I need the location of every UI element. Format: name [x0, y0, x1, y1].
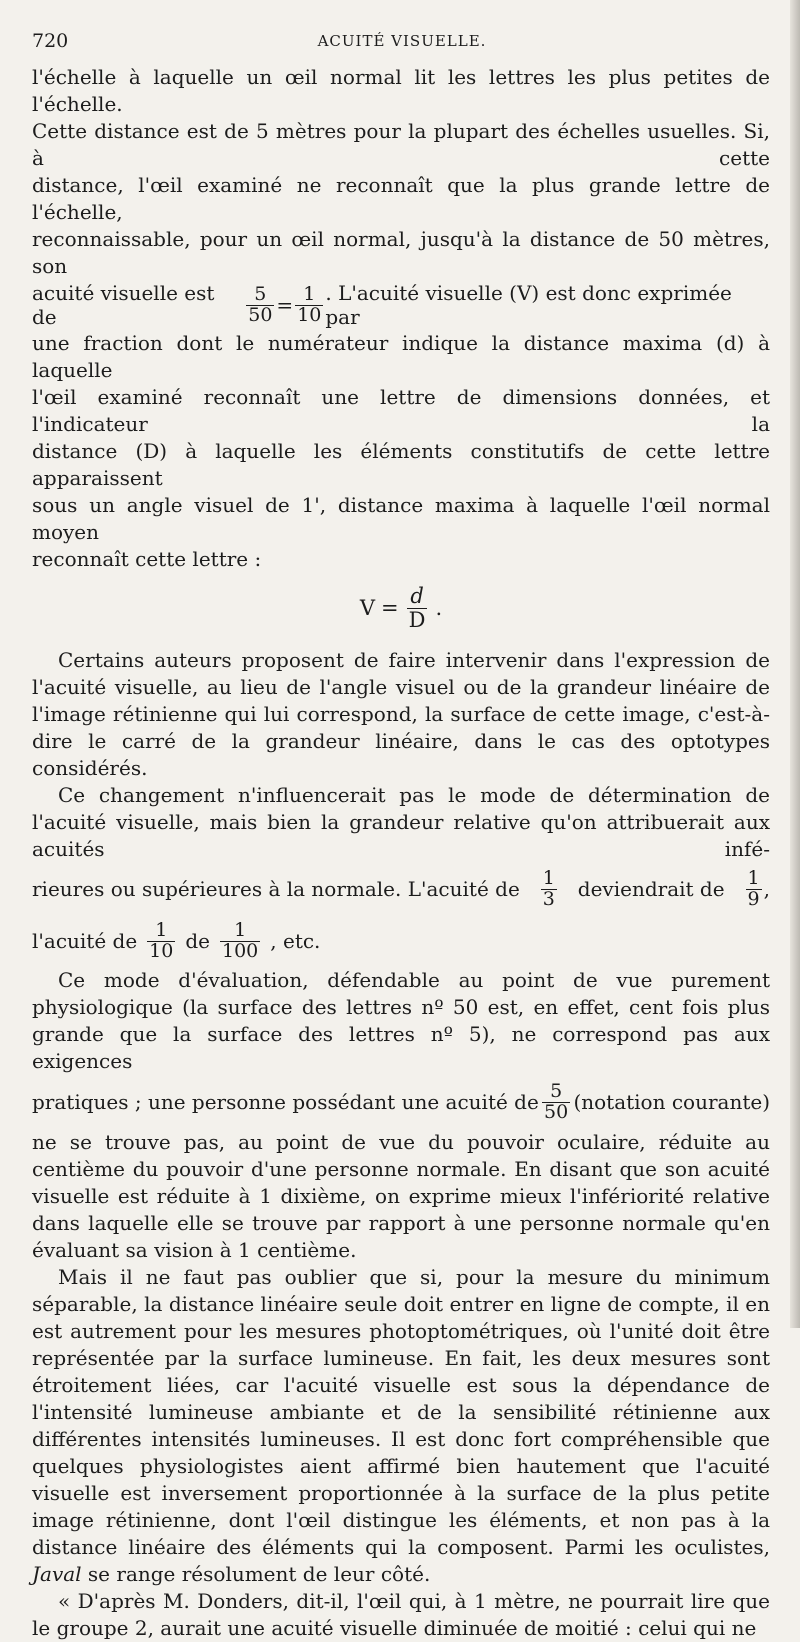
numerator: 5	[550, 1079, 563, 1102]
text-segment: l'acuité de	[32, 929, 138, 953]
denominator: 50	[248, 303, 273, 326]
text-segment: acuité visuelle est de	[32, 281, 215, 329]
paragraph: Ce changement n'influencerait pas le mode de détermination de l'acuité visuelle, mais bien la grandeur relative qu'on attribuerait aux acuités infé-	[32, 783, 770, 861]
fraction-1-10	[295, 282, 323, 326]
paragraph: ne se trouve pas, au point de vue du pouvoir oculaire, réduite au centième du pouvoir d'une personne normale. En disant que son acuité visuelle est réduite à 1 dixième, on exprime mieux l'infériorité relative dans laquelle elle se trouve par rapport à une personne normale qu'en évaluant sa vision à 1 centième.	[32, 1130, 770, 1262]
denominator: 3	[542, 887, 555, 910]
numerator: 1	[155, 918, 168, 941]
text-segment: deviendrait de	[577, 877, 725, 901]
paragraph: Certains auteurs proposent de faire intervenir dans l'expression de l'acuité visuelle, au lieu de l'angle visuel ou de la grandeur linéaire de l'image rétinienne qui lui correspond, la surface de cette image, c'est-à-dire le carré de la grandeur linéaire, dans le cas des optotypes considérés.	[32, 648, 770, 780]
equals-sign: =	[276, 293, 294, 317]
text-segment: ,	[763, 877, 770, 901]
denominator: 50	[544, 1100, 569, 1123]
text-segment: . L'acuité visuelle (V) est donc exprimée par	[325, 281, 732, 329]
denominator: 100	[222, 939, 259, 962]
fraction-d-over-D	[407, 585, 428, 630]
text-segment: Mais il ne faut pas oublier que si, pour la mesure du minimum séparable, la distance linéaire seule doit entrer en ligne de compte, il en est autrement pour les mesures photoptométriques, où l'unité doit être représentée par la surface lumineuse. En fait, les deux mesures sont étroitement liées, car l'acuité visuelle est sous la dépendance de l'intensité lumineuse ambiante et de la sensibilité rétinienne aux différentes intensités lumineuses. Il est donc fort compréhensible que quelques physiologistes aient affirmé bien hautement que l'acuité visuelle est inversement proportionnée à la surface de la plus petite image rétinienne, dont l'œil distingue les éléments, et non pas à la distance linéaire des éléments qui la composent. Parmi les oculistes,	[32, 1265, 770, 1559]
equation-end: .	[435, 596, 443, 620]
text-line: Cette distance est de 5 mètres pour la plupart des échelles usuelles. Si, à cette	[32, 119, 770, 170]
text-line: l'œil examiné reconnaît une lettre de dimensions données, et l'indicateur la	[32, 385, 770, 436]
denominator: D	[408, 607, 426, 632]
page-body	[32, 64, 770, 1642]
text-segment: , etc.	[270, 929, 321, 953]
denominator: 10	[149, 939, 174, 962]
text-segment: pratiques ; une personne possédant une acuité de	[32, 1090, 539, 1114]
text-line: l'échelle à laquelle un œil normal lit les lettres les plus petites de l'échelle.	[32, 65, 770, 116]
numerator: d	[410, 584, 424, 609]
numerator: 1	[747, 866, 760, 889]
equation-lhs: V	[359, 596, 376, 620]
paragraph: Ce mode d'évaluation, défendable au point de vue purement physiologique (la surface des lettres nº 50 est, en effet, cent fois plus grande que la surface des lettres nº 5), ne correspond pas aux exigences	[32, 968, 770, 1073]
page-edge	[790, 0, 800, 1328]
denominator: 10	[297, 303, 322, 326]
numerator: 1	[303, 282, 316, 305]
fraction-line-5-50	[32, 1075, 770, 1129]
author-name: Javal	[32, 1562, 82, 1586]
text-segment: de	[185, 929, 210, 953]
text-line: distance (D) à laquelle les éléments constitutifs de cette lettre apparaissent	[32, 439, 770, 490]
fraction-5-50	[542, 1079, 570, 1123]
text-segment: rieures ou supérieures à la normale. L'acuité de	[32, 877, 520, 901]
fraction-1-100	[220, 918, 260, 962]
text-segment: se range résolument de leur côté.	[87, 1562, 431, 1586]
fraction-line-1-10	[32, 915, 770, 967]
numerator: 1	[234, 918, 247, 941]
page-number: 720	[32, 30, 69, 52]
running-title: ACUITÉ VISUELLE.	[317, 32, 487, 50]
text-line: une fraction dont le numérateur indique la distance maxima (d) à laquelle	[32, 331, 770, 382]
fraction-5-50	[246, 282, 274, 326]
equation-v-equals-d-over-d	[32, 577, 770, 639]
text-line: reconnaissable, pour un œil normal, jusqu'à la distance de 50 mètres, son	[32, 227, 770, 278]
text-line: distance, l'œil examiné ne reconnaît que la plus grande lettre de l'échelle,	[32, 173, 770, 224]
text-line: sous un angle visuel de 1', distance maxima à laquelle l'œil normal moyen	[32, 493, 770, 544]
text-line: reconnaît cette lettre :	[32, 547, 262, 571]
numerator: 5	[254, 282, 267, 305]
denominator: 9	[747, 887, 760, 910]
numerator: 1	[542, 866, 555, 889]
fraction-1-9	[746, 866, 762, 910]
fraction-line-1-3	[32, 863, 770, 915]
equals-sign: =	[381, 596, 399, 620]
acuity-formula-line	[32, 280, 770, 330]
paragraph	[32, 1264, 770, 1588]
text-segment: (notation courante)	[573, 1090, 770, 1114]
fraction-1-3	[541, 866, 557, 910]
page-header	[32, 30, 772, 54]
fraction-1-10	[147, 918, 175, 962]
paragraph: « D'après M. Donders, dit-il, l'œil qui, à 1 mètre, ne pourrait lire que le groupe 2, aurait une acuité visuelle diminuée de moitié : celui qui ne	[32, 1589, 770, 1640]
